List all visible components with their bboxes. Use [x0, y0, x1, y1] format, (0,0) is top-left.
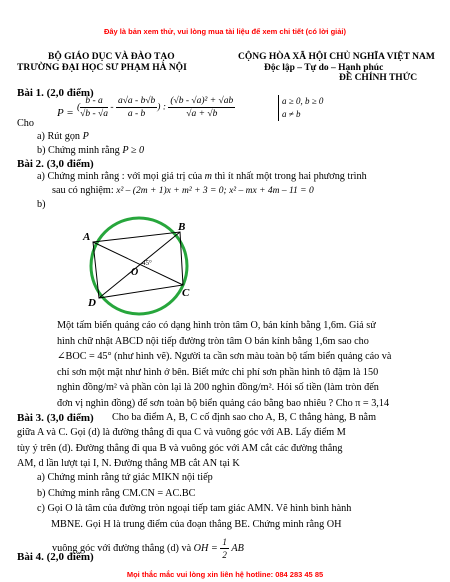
bai1-item-a: a) Rút gọn P	[37, 131, 89, 142]
circle-figure	[80, 210, 210, 325]
rectangle-abcd	[93, 232, 183, 298]
header-official: ĐỀ CHÍNH THỨC	[339, 73, 418, 83]
bai2-item-a: a) Chứng minh rằng : với mọi giá trị của m thì ít nhất một trong hai phương trình	[37, 171, 367, 182]
header-university: TRƯỜNG ĐẠI HỌC SƯ PHẠM HÀ NỘI	[17, 63, 187, 73]
bai3-line-1: Cho ba điểm A, B, C cố định sao cho A, B, C thẳng hàng, B nằm	[112, 412, 377, 423]
section-bai2: Bài 2. (3,0 điểm)	[17, 158, 94, 170]
bai1-cho: Cho	[17, 118, 34, 129]
header-republic: CỘNG HÒA XÃ HỘI CHỦ NGHĨA VIỆT NAM	[238, 52, 435, 62]
label-c: C	[182, 287, 190, 299]
bai3-item-c-end: vuông góc với đường thẳng (d) và OH = $\frac{1}{2}$ AB	[52, 537, 244, 560]
header-motto: Độc lập – Tự do – Hạnh phúc	[264, 63, 384, 73]
bai3-items: a) Chứng minh rằng tứ giác MIKN nội tiếp b) Chứng minh rằng CM.CN = AC.BC c) Gọi O là tâm của đường tròn ngoại tiếp tam giác AMN. Vẽ hình bình hành MBNE. Gọi H là trung điểm của đoạn thẳng BE. Chứng minh rằng OH	[37, 472, 352, 530]
label-angle: 45°	[142, 259, 152, 267]
header-ministry: BỘ GIÁO DỤC VÀ ĐÀO TẠO	[48, 52, 175, 62]
label-d: D	[88, 297, 96, 309]
section-bai1: Bài 1. (2,0 điểm)	[17, 87, 94, 99]
diagonal-ac	[93, 242, 183, 285]
p-expression: ( $\frac{b - a}{√b - √a}$ - $\frac{a√a - b√b}{a - b}$ ) : $\frac{\text{(√b - √a)² + √ab}}{√a + √b}$	[77, 96, 234, 119]
label-o: O	[131, 267, 139, 278]
section-bai4: Bài 4. (2,0 điểm)	[17, 551, 94, 563]
section-bai3: Bài 3. (3,0 điểm)	[17, 412, 94, 424]
problem-text: Một tấm biển quảng cáo có dạng hình tròn tâm O, bán kính bằng 1,6m. Giả sử hình chữ nhật ABCD nội tiếp đường tròn tâm O bán kính bằng 1,6m sao cho ∠BOC = 45° (như hình vẽ). Người ta cần sơn màu toàn bộ tấm biển quảng cáo và chỉ sơn một mặt như hình ở bên. Biết mức chi phí sơn phần hình tô đậm là 150 nghìn đồng/m² và phần còn lại là 200 nghìn đồng/m². Hỏi số tiền (làm tròn đến đơn vị nghìn đồng) để sơn toàn bộ biển quảng cáo bằng bao nhiêu ? Cho π = 3,14	[57, 320, 392, 409]
diagonal-bd	[99, 232, 180, 298]
p-expression-lhs: P =	[57, 107, 74, 119]
p-conditions: a ≥ 0, b ≥ 0 a ≠ b	[278, 95, 323, 121]
bai2-item-a-cont: sau có nghiệm: x² – (2m + 1)x + m² + 3 = 0; x² – mx + 4m – 11 = 0	[52, 185, 314, 196]
bai2-item-b: b)	[37, 199, 46, 210]
banner-bottom: Mọi thắc mắc vui lòng xin liên hệ hotline: 084 283 45 85	[126, 570, 324, 579]
bai3-text: giữa A và C. Gọi (d) là đường thẳng đi qua C và vuông góc với AB. Lấy điểm M tùy ý trên (d). Đường thẳng đi qua B và vuông góc với AM cắt các đường thẳng AM, d lần lượt tại I, N. Đường thẳng MB cắt AN tại K	[17, 427, 346, 469]
bai1-item-b: b) Chứng minh rằng P ≥ 0	[37, 145, 145, 156]
banner-top: Đây là bản xem thử, vui lòng mua tài liệu để xem chi tiết (có lời giải)	[103, 27, 347, 36]
label-b: B	[178, 221, 186, 233]
label-a: A	[83, 231, 91, 243]
